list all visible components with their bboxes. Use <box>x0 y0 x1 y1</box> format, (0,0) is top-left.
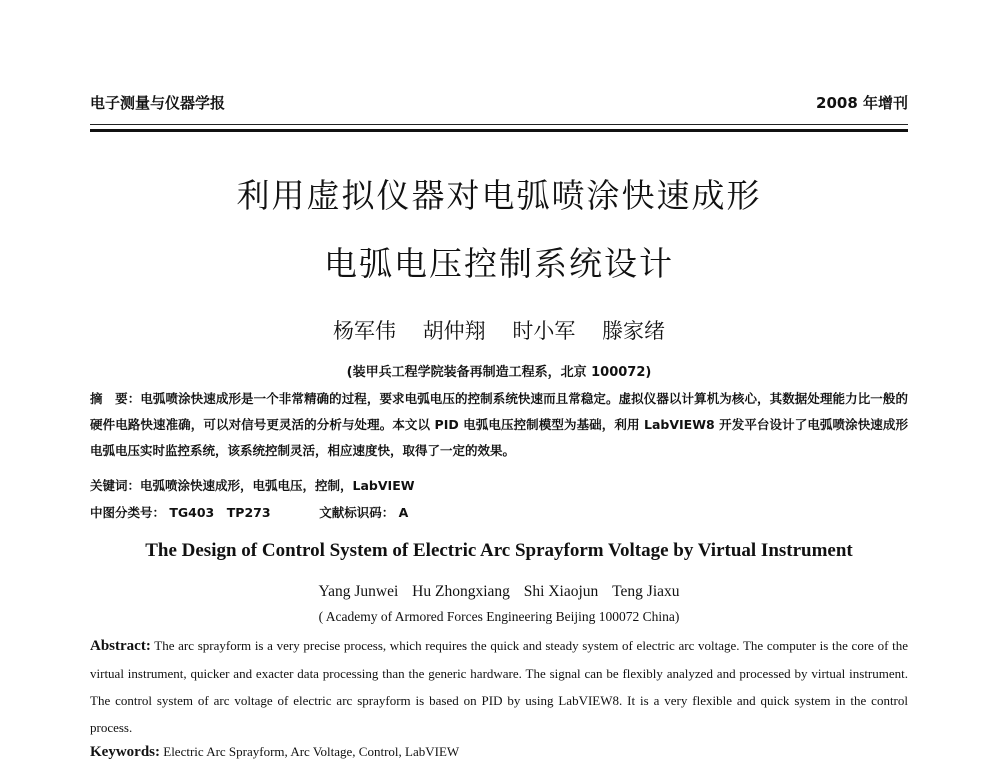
abstract-en <box>90 632 908 741</box>
abstract-en-text: The arc sprayform is a very precise process, which requires the quick and steady system of electric arc voltage. The computer is the core of the virtual instrument, quicker and exacter data processing than the generic hardware. The signal can be flexibly analyzed and processed by virtual instrument. The control system of arc voltage of electric arc sprayform is based on PID by using LabVIEW8. It is a very flexible and quick system in the control process. <box>90 638 908 735</box>
clc-label: 中图分类号： <box>90 505 166 520</box>
doc-code-value: A <box>398 505 409 520</box>
abstract-cn-label: 摘 要： <box>90 391 141 406</box>
keywords-cn <box>90 476 908 494</box>
header-rule-thin <box>90 124 908 125</box>
author-cn: 滕家绪 <box>602 319 666 343</box>
abstract-en-label: Abstract: <box>90 638 151 654</box>
title-en: The Design of Control System of Electric Arc Sprayform Voltage by Virtual Instrument <box>145 540 853 561</box>
author-en: Hu Zhongxiang <box>412 583 510 600</box>
keywords-en-label: Keywords: <box>90 744 160 760</box>
running-header <box>90 92 908 116</box>
journal-name: 电子测量与仪器学报 <box>90 94 226 112</box>
author-cn: 时小军 <box>512 319 576 343</box>
author-cn: 胡仲翔 <box>422 319 486 343</box>
abstract-cn <box>90 386 908 464</box>
clc-value: TG403 TP273 <box>169 505 271 520</box>
keywords-cn-label: 关键词： <box>90 478 141 493</box>
title-cn-line2: 电弧电压控制系统设计 <box>324 244 674 283</box>
doc-code-label: 文献标识码： <box>319 505 395 520</box>
keywords-en <box>90 744 908 761</box>
issue-label: 2008 年增刊 <box>816 94 908 112</box>
author-cn: 杨军伟 <box>332 319 396 343</box>
title-cn-line1: 利用虚拟仪器对电弧喷涂快速成形 <box>236 176 762 215</box>
header-rule-thick <box>90 129 908 132</box>
author-en: Shi Xiaojun <box>523 583 599 600</box>
authors-cn <box>90 315 908 345</box>
affiliation-cn: (装甲兵工程学院装备再制造工程系，北京 100072) <box>346 365 652 380</box>
classification <box>90 503 908 521</box>
author-en: Yang Junwei <box>318 583 399 600</box>
affiliation-en: ( Academy of Armored Forces Engineering Beijing 100072 China) <box>318 609 680 624</box>
keywords-cn-text: 电弧喷涂快速成形，电弧电压，控制，LabVIEW <box>140 478 415 493</box>
authors-en <box>90 583 908 601</box>
keywords-en-text: Electric Arc Sprayform, Arc Voltage, Control, LabVIEW <box>160 744 460 759</box>
abstract-cn-text: 电弧喷涂快速成形是一个非常精确的过程，要求电弧电压的控制系统快速而且常稳定。虚拟仪器以计算机为核心，其数据处理能力比一般的硬件电路快速准确，可以对信号更灵活的分析与处理。本文以 PID 电弧电压控制模型为基础，利用 LabVIEW8 开发平台设计了电弧喷涂快速成形电弧电压实时监控系统，该系统控制灵活，相应速度快，取得了一定的效果。 <box>90 391 908 458</box>
author-en: Teng Jiaxu <box>612 583 680 600</box>
